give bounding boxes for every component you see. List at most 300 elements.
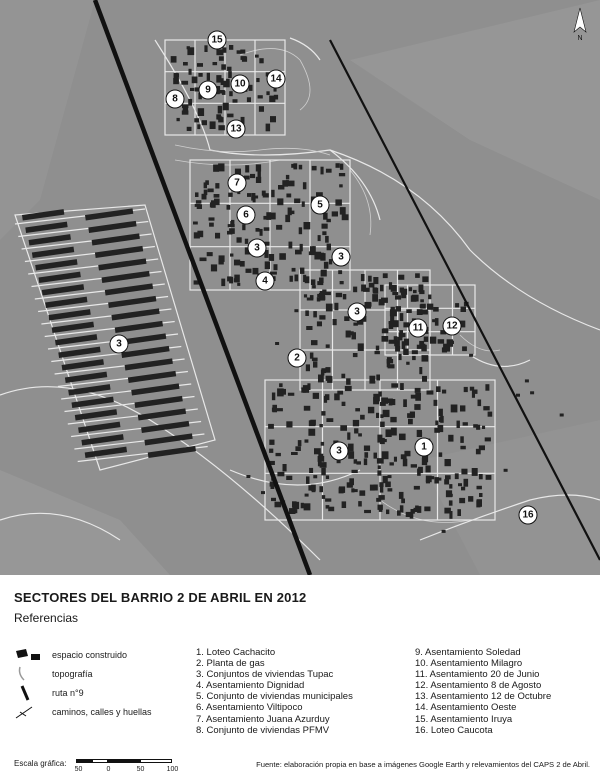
building: [381, 398, 388, 404]
scale-segment: [108, 759, 140, 763]
building: [336, 293, 342, 297]
sector-list-item: 5. Conjunto de viviendas municipales: [196, 691, 353, 703]
sector-marker: [248, 239, 266, 257]
building: [218, 90, 225, 94]
building: [258, 95, 263, 98]
building: [272, 405, 277, 413]
legend-panel: [0, 577, 600, 780]
sector-marker-label: 13: [230, 123, 242, 135]
building: [256, 164, 261, 171]
sector-marker-label: 3: [338, 251, 344, 263]
building: [304, 222, 311, 229]
building: [317, 321, 322, 326]
building: [413, 290, 417, 293]
building: [200, 258, 207, 262]
building: [266, 124, 271, 132]
building: [306, 326, 312, 330]
building: [397, 510, 401, 515]
scale-tick: 100: [166, 766, 179, 773]
building: [358, 501, 362, 506]
scale-label: Escala gráfica:: [14, 759, 67, 768]
building: [255, 55, 259, 58]
building: [477, 486, 482, 490]
legend-item-built: [14, 647, 127, 663]
building: [312, 166, 317, 171]
sector-marker: [409, 319, 427, 337]
building: [340, 281, 344, 284]
building: [322, 495, 325, 499]
building: [250, 174, 255, 178]
building: [276, 453, 281, 456]
building: [233, 99, 238, 103]
building: [359, 490, 365, 495]
building: [449, 494, 453, 497]
building: [427, 390, 434, 394]
building: [419, 367, 422, 374]
building: [306, 364, 310, 371]
building: [433, 307, 439, 312]
building: [301, 503, 304, 509]
building: [457, 421, 460, 428]
sector-list-item: 14. Asentamiento Oeste: [415, 702, 517, 714]
building: [460, 405, 465, 411]
building: [247, 193, 251, 197]
building: [197, 124, 200, 129]
building: [339, 486, 345, 493]
building: [235, 169, 241, 175]
building: [380, 422, 385, 427]
building: [364, 452, 368, 458]
building: [286, 476, 292, 480]
building: [353, 287, 357, 293]
route-9-icon: [14, 685, 44, 701]
building: [202, 120, 207, 125]
building: [390, 462, 394, 465]
building: [375, 351, 380, 354]
building: [223, 103, 229, 111]
building: [388, 475, 392, 478]
sector-marker: [228, 174, 246, 192]
building: [318, 375, 324, 383]
building: [383, 476, 388, 483]
sector-marker-label: 10: [234, 78, 246, 90]
building: [462, 346, 467, 351]
building: [426, 466, 431, 473]
building: [228, 71, 232, 78]
building: [378, 391, 382, 396]
building: [218, 125, 225, 130]
building: [342, 402, 346, 406]
building: [216, 49, 223, 55]
building: [354, 428, 358, 433]
sector-list-item: 7. Asentamiento Juana Azurduy: [196, 713, 330, 725]
building: [321, 442, 324, 446]
building: [207, 73, 210, 81]
legend-label-built: espacio construido: [52, 650, 128, 660]
building: [340, 425, 347, 431]
sector-marker-label: 3: [354, 306, 360, 318]
building: [376, 375, 380, 381]
building: [194, 118, 199, 122]
sector-list-item: 13. Asentamiento 12 de Octubre: [415, 691, 552, 703]
building: [246, 269, 252, 273]
building: [339, 173, 345, 176]
building: [230, 221, 233, 225]
building: [461, 487, 465, 491]
building: [245, 165, 249, 172]
building: [325, 394, 330, 400]
building: [204, 45, 207, 52]
building: [387, 363, 390, 368]
sector-marker-label: 1: [421, 441, 427, 453]
building: [435, 421, 438, 426]
building: [382, 451, 389, 459]
building: [373, 397, 379, 404]
sector-list-item: 16. Loteo Caucota: [415, 724, 493, 736]
building: [313, 361, 317, 367]
building: [223, 81, 230, 88]
building: [472, 468, 478, 476]
building: [304, 294, 307, 297]
building: [516, 394, 520, 397]
building: [394, 457, 397, 462]
sector-marker: [332, 248, 350, 266]
building: [439, 417, 442, 422]
building: [321, 411, 325, 416]
building: [383, 273, 388, 278]
scale-tick: 0: [106, 766, 111, 773]
building: [209, 217, 215, 220]
building: [376, 346, 379, 351]
building: [449, 484, 452, 489]
building: [422, 355, 429, 362]
building: [560, 414, 564, 417]
building: [390, 315, 394, 322]
building: [227, 205, 231, 210]
building: [419, 290, 424, 294]
building: [361, 274, 365, 281]
building: [386, 429, 392, 437]
building: [418, 311, 423, 314]
building: [412, 356, 416, 360]
building: [256, 228, 260, 232]
sector-list-item: 10. Asentamiento Milagro: [415, 658, 523, 670]
sector-marker: [311, 196, 329, 214]
building: [237, 283, 240, 286]
sector-marker: [231, 75, 249, 93]
building: [424, 507, 430, 512]
building: [473, 424, 478, 428]
building: [295, 446, 301, 451]
scale-segment: [92, 759, 108, 763]
sector-marker-label: 3: [336, 445, 342, 457]
building: [295, 275, 299, 282]
building: [337, 460, 341, 463]
building: [395, 346, 400, 352]
building: [299, 227, 302, 234]
building: [422, 276, 428, 282]
building: [237, 50, 242, 54]
building: [270, 116, 276, 122]
building: [314, 252, 321, 260]
graphic-scale: [14, 757, 186, 775]
building: [444, 508, 451, 514]
building: [318, 235, 321, 241]
building: [386, 510, 389, 515]
building: [204, 190, 208, 196]
north-label: N: [577, 35, 583, 42]
building: [344, 316, 349, 321]
building: [319, 315, 325, 319]
legend-label-roads: caminos, calles y huellas: [52, 707, 152, 717]
building: [355, 408, 360, 411]
building: [353, 420, 359, 427]
building: [234, 260, 240, 266]
building: [378, 505, 383, 510]
sector-marker-label: 6: [243, 209, 249, 221]
building: [436, 386, 441, 392]
building: [364, 458, 367, 465]
building: [326, 219, 331, 222]
sector-marker: [348, 303, 366, 321]
building: [468, 496, 473, 502]
legend-label-topography: topografía: [52, 669, 93, 679]
building: [207, 252, 213, 256]
building: [228, 193, 233, 197]
building: [326, 418, 333, 422]
building: [399, 492, 404, 499]
building: [321, 167, 324, 175]
building: [214, 199, 220, 206]
building: [271, 498, 276, 501]
sector-marker: [166, 90, 184, 108]
building: [380, 414, 383, 418]
building: [188, 99, 192, 106]
building: [338, 270, 342, 274]
building: [382, 336, 389, 342]
building: [411, 464, 417, 467]
building: [269, 449, 273, 453]
building: [311, 340, 318, 345]
building: [319, 486, 323, 492]
building: [174, 73, 178, 81]
building: [483, 406, 489, 410]
sector-marker: [227, 120, 245, 138]
building: [427, 304, 433, 310]
sector-marker: [330, 442, 348, 460]
sector-list-item: 15. Asentamiento Iruya: [415, 713, 513, 725]
building: [430, 337, 436, 344]
building: [322, 224, 328, 229]
building: [305, 494, 309, 497]
building: [277, 408, 283, 411]
sector-marker-label: 7: [234, 177, 240, 189]
building: [448, 435, 453, 442]
building: [349, 478, 354, 485]
sector-marker: [237, 206, 255, 224]
building: [305, 439, 309, 442]
building: [256, 78, 259, 82]
building: [269, 440, 274, 445]
building: [215, 183, 219, 188]
building: [326, 169, 332, 173]
building: [334, 303, 338, 311]
building: [339, 184, 343, 187]
building: [277, 198, 283, 205]
building: [266, 91, 269, 95]
building: [420, 304, 426, 309]
building: [265, 261, 270, 269]
building: [234, 278, 239, 282]
building: [403, 399, 407, 407]
building: [458, 483, 462, 486]
building: [434, 477, 439, 483]
sector-marker-label: 5: [317, 199, 323, 211]
building: [408, 419, 413, 425]
building: [401, 499, 405, 504]
building: [381, 298, 388, 303]
scale-segment: [140, 759, 172, 763]
building: [278, 185, 284, 190]
building: [283, 464, 287, 471]
building: [342, 214, 349, 220]
building: [211, 264, 217, 271]
building: [292, 268, 296, 272]
building: [432, 319, 436, 322]
building: [340, 164, 343, 170]
sector-marker-label: 3: [116, 338, 122, 350]
building: [409, 287, 412, 291]
building: [373, 287, 378, 291]
building: [187, 46, 190, 49]
sector-list-item: 11. Asentamiento 20 de Junio: [415, 669, 540, 681]
building: [269, 254, 274, 261]
building: [181, 81, 188, 85]
building: [411, 295, 417, 301]
building: [343, 294, 347, 299]
building: [197, 63, 203, 67]
building: [216, 235, 219, 238]
building: [335, 199, 342, 205]
building: [368, 407, 374, 414]
building: [286, 180, 289, 184]
roads-icon: [14, 704, 44, 720]
sector-list-item: 4. Asentamiento Dignidad: [196, 680, 305, 692]
building: [294, 199, 300, 204]
sector-marker: [415, 438, 433, 456]
building: [479, 474, 483, 479]
building: [307, 383, 310, 390]
sector-marker: [199, 81, 217, 99]
building: [442, 390, 446, 394]
building: [464, 387, 468, 392]
building: [400, 313, 404, 321]
building: [327, 244, 331, 251]
building: [290, 276, 293, 282]
sector-marker-label: 16: [522, 509, 534, 521]
building: [319, 278, 324, 284]
legend-item-topography: [14, 666, 93, 682]
building: [310, 420, 316, 426]
scale-bar: [76, 757, 186, 775]
sector-list-left: [196, 647, 353, 736]
building: [389, 399, 393, 406]
building: [187, 127, 192, 131]
sector-list-right: [415, 647, 551, 736]
building: [485, 437, 491, 441]
building: [360, 415, 365, 420]
building: [445, 475, 451, 479]
building: [389, 322, 394, 329]
scale-tick: 50: [136, 766, 145, 773]
sector-list-item: 9. Asentamiento Soledad: [415, 647, 521, 658]
sector-marker: [443, 317, 461, 335]
building: [208, 189, 214, 193]
building: [420, 299, 424, 302]
sector-list-item: 2. Planta de gas: [196, 658, 265, 670]
building: [479, 493, 483, 497]
building: [341, 374, 345, 378]
building: [415, 393, 421, 401]
building: [389, 282, 392, 289]
sector-marker-label: 15: [211, 34, 223, 46]
building: [286, 194, 291, 198]
building: [376, 498, 381, 502]
building: [275, 502, 282, 508]
building: [306, 476, 310, 484]
building: [210, 121, 216, 129]
building: [400, 383, 404, 390]
building: [390, 417, 396, 422]
building: [401, 454, 407, 459]
building: [268, 424, 274, 429]
building: [461, 469, 467, 475]
building: [305, 310, 309, 316]
building: [271, 190, 274, 197]
building: [314, 448, 321, 454]
building: [240, 261, 245, 267]
building: [476, 449, 481, 455]
building: [311, 279, 316, 285]
building: [374, 453, 378, 459]
building: [377, 470, 381, 475]
building: [367, 302, 372, 306]
building: [411, 395, 416, 399]
building: [410, 513, 414, 519]
building: [171, 56, 177, 63]
building: [353, 353, 358, 357]
building: [358, 433, 362, 436]
building: [276, 225, 282, 230]
building: [261, 491, 265, 494]
building: [281, 389, 286, 395]
building: [428, 295, 431, 300]
building: [378, 465, 381, 469]
building: [321, 270, 327, 277]
building: [218, 116, 223, 119]
building: [372, 294, 378, 302]
building: [213, 165, 219, 172]
building: [274, 95, 278, 100]
building: [253, 268, 259, 275]
building: [406, 362, 409, 365]
building: [417, 469, 421, 476]
building: [476, 500, 480, 507]
building: [361, 285, 366, 292]
building: [196, 200, 202, 203]
building: [422, 376, 427, 382]
building: [245, 239, 248, 244]
